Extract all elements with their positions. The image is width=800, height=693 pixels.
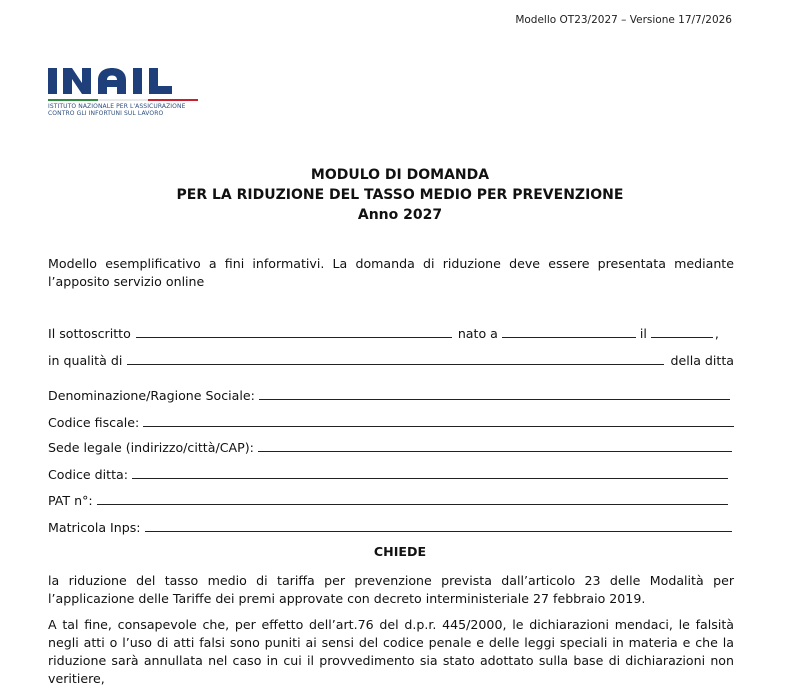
role-field[interactable] — [127, 352, 664, 365]
version-label: Modello OT23/2027 – Versione 17/7/2026 — [515, 14, 732, 26]
document-title — [0, 165, 800, 225]
inail-logo — [48, 66, 208, 117]
sottoscritto-name-field[interactable] — [136, 325, 452, 338]
inail-logo-subtitle: ISTITUTO NAZIONALE PER L'ASSICURAZIONE CONTRO GLI INFORTUNI SUL LAVORO — [48, 103, 186, 117]
sede-legale-input[interactable] — [258, 439, 732, 452]
inail-logo-wordmark — [48, 66, 198, 96]
pat-input[interactable] — [97, 492, 728, 505]
field-codice-ditta: Codice ditta: — [48, 466, 734, 484]
chiede-heading: CHIEDE — [373, 544, 427, 559]
nato-label: nato a — [457, 326, 498, 341]
body-paragraph-1: la riduzione del tasso medio di tariffa per prevenzione prevista dall’articolo 23 delle Modalità per l’applicazione delle Tariffe dei premi approvate con decreto interministeriale 27 febbraio 2019. — [48, 573, 734, 606]
title-line-2: PER LA RIDUZIONE DEL TASSO MEDIO PER PREVENZIONE — [176, 187, 624, 203]
field-sede-legale: Sede legale (indirizzo/città/CAP): — [48, 439, 734, 457]
body-paragraph-2: A tal fine, consapevole che, per effetto dell’art.76 del d.p.r. 445/2000, le dichiarazioni mendaci, le falsità negli atti o l’uso di atti falsi sono puniti ai sensi del codice penale e delle leggi speciali in materia e che la riduzione sarà annullata nel caso in cui il provvedimento sia stato adottato sulla base di dichiarazioni non veritiere, — [48, 617, 734, 686]
declarant-row-2 — [48, 352, 734, 370]
il-label: il — [639, 326, 647, 341]
field-ragione-sociale: Denominazione/Ragione Sociale: — [48, 387, 734, 405]
ditta-label: della ditta — [670, 353, 734, 368]
field-pat: PAT n°: — [48, 492, 734, 510]
birthdate-field[interactable] — [651, 325, 713, 338]
intro-paragraph: Modello esemplificativo a fini informativi. La domanda di riduzione deve essere presentata mediante l’apposito servizio online — [48, 256, 734, 289]
field-matricola-inps: Matricola Inps: — [48, 519, 734, 537]
codice-ditta-input[interactable] — [132, 466, 728, 479]
matricola-inps-input[interactable] — [145, 519, 732, 532]
declarant-row-1 — [48, 325, 734, 343]
title-line-3: Anno 2027 — [357, 207, 443, 223]
codice-fiscale-input[interactable] — [143, 414, 734, 427]
sottoscritto-label: Il sottoscritto — [48, 326, 131, 341]
field-codice-fiscale: Codice fiscale: — [48, 414, 734, 432]
comma-mark: , — [714, 326, 719, 341]
inail-logo-tricolor — [48, 99, 198, 101]
qualita-label: in qualità di — [48, 353, 123, 368]
ragione-sociale-input[interactable] — [259, 387, 730, 400]
title-line-1: MODULO DI DOMANDA — [310, 167, 490, 183]
birthplace-field[interactable] — [502, 325, 636, 338]
